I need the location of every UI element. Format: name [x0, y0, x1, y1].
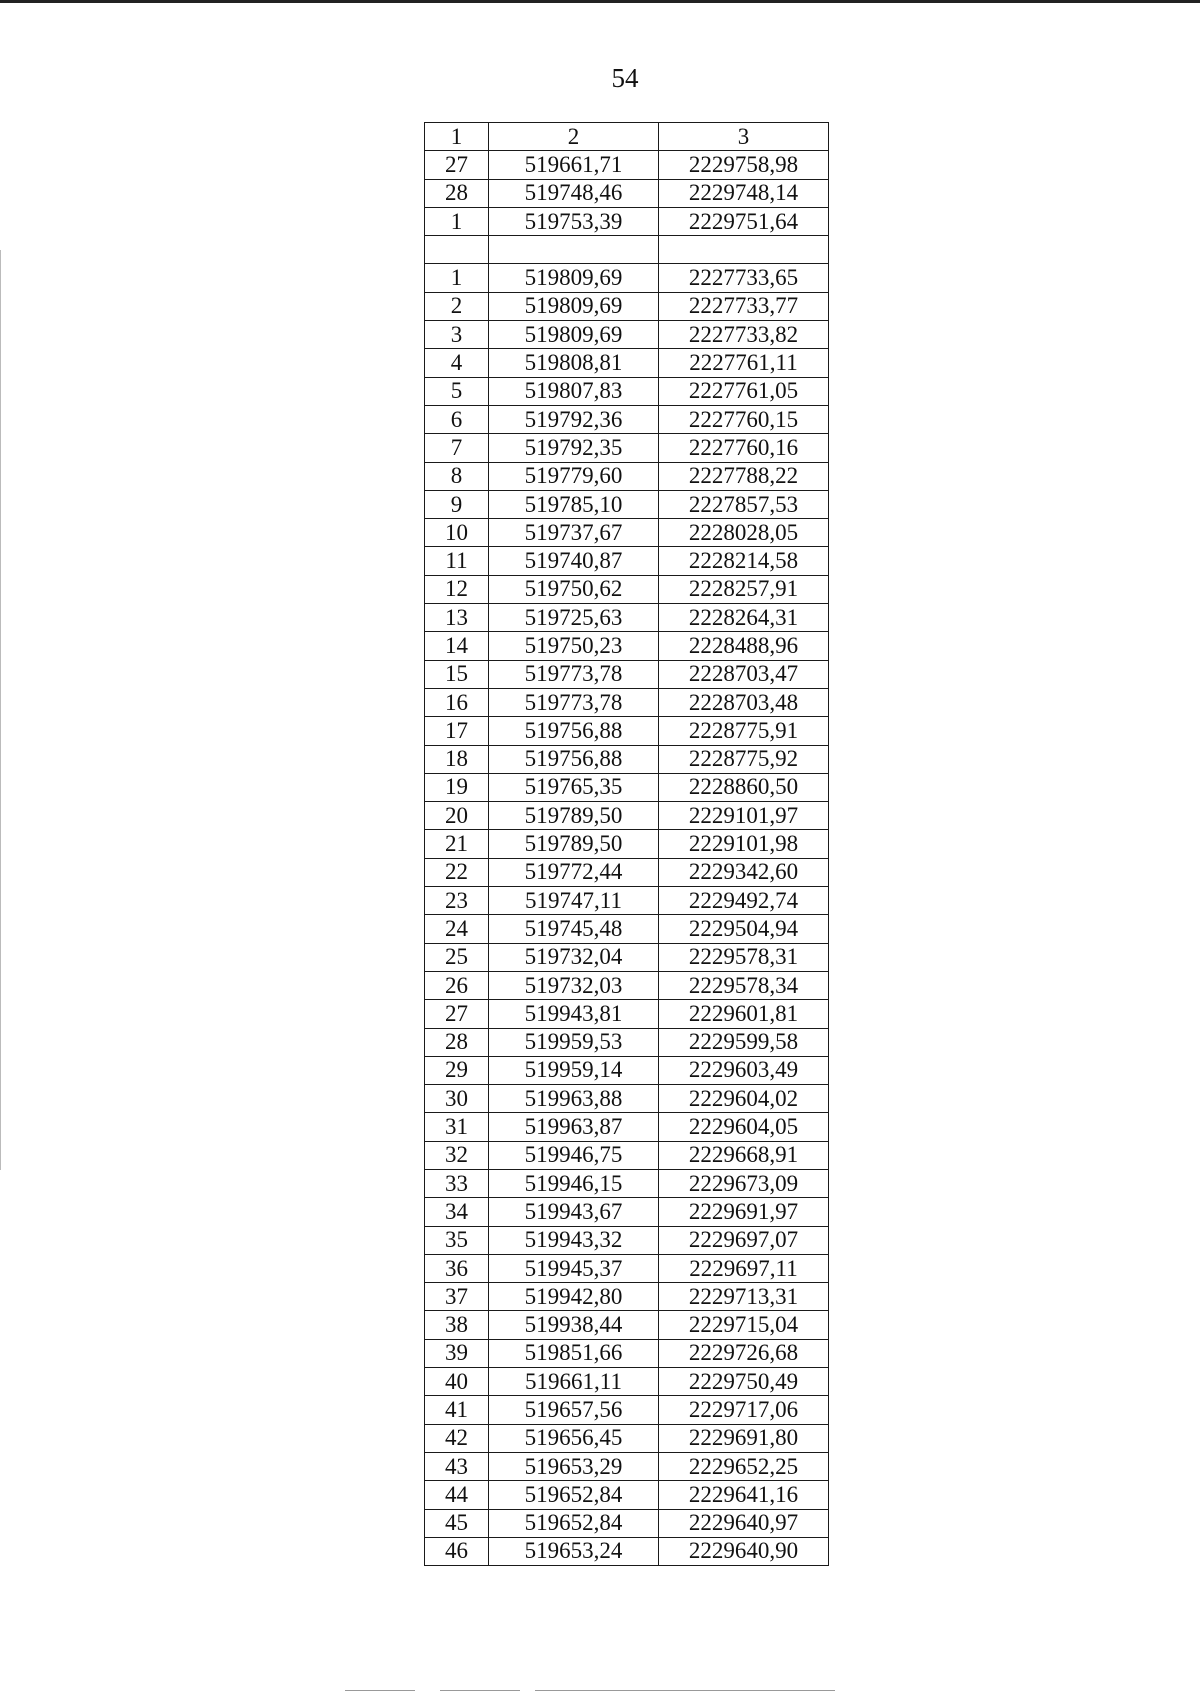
- x-coordinate-cell: 519959,53: [489, 1028, 659, 1056]
- x-coordinate-cell: 519789,50: [489, 830, 659, 858]
- table-row: [425, 802, 829, 830]
- point-number-cell: 36: [425, 1254, 489, 1282]
- x-coordinate-cell: 519809,69: [489, 292, 659, 320]
- x-coordinate-cell: 519737,67: [489, 519, 659, 547]
- table-row: [425, 264, 829, 292]
- point-number-cell: 25: [425, 943, 489, 971]
- x-coordinate-cell: 519748,46: [489, 179, 659, 207]
- point-number-cell: 31: [425, 1113, 489, 1141]
- x-coordinate-cell: 519756,88: [489, 745, 659, 773]
- point-number-cell: 3: [425, 321, 489, 349]
- y-coordinate-cell: 2229640,97: [659, 1509, 829, 1537]
- x-coordinate-cell: 519963,88: [489, 1085, 659, 1113]
- point-number-cell: 21: [425, 830, 489, 858]
- point-number-cell: 42: [425, 1424, 489, 1452]
- point-number-cell: 35: [425, 1226, 489, 1254]
- table-row: [425, 321, 829, 349]
- x-coordinate-cell: 519745,48: [489, 915, 659, 943]
- y-coordinate-cell: 2228860,50: [659, 773, 829, 801]
- y-coordinate-cell: 2228775,91: [659, 717, 829, 745]
- point-number-cell: 5: [425, 377, 489, 405]
- point-number-cell: 14: [425, 632, 489, 660]
- x-coordinate-cell: 519809,69: [489, 264, 659, 292]
- x-coordinate-cell: 519750,62: [489, 575, 659, 603]
- x-coordinate-cell: 519747,11: [489, 887, 659, 915]
- point-number-cell: 44: [425, 1481, 489, 1509]
- y-coordinate-cell: 2229599,58: [659, 1028, 829, 1056]
- y-coordinate-cell: 2227733,65: [659, 264, 829, 292]
- x-coordinate-cell: 519851,66: [489, 1339, 659, 1367]
- y-coordinate-cell: 2227788,22: [659, 462, 829, 490]
- point-number-cell: 37: [425, 1283, 489, 1311]
- table-row: [425, 858, 829, 886]
- y-coordinate-cell: 2229691,80: [659, 1424, 829, 1452]
- point-number-cell: 10: [425, 519, 489, 547]
- table-row: [425, 1141, 829, 1169]
- table-body: [425, 151, 829, 1566]
- header-cell-x: 2: [489, 123, 659, 151]
- point-number-cell: 4: [425, 349, 489, 377]
- x-coordinate-cell: 519661,71: [489, 151, 659, 179]
- table-row: [425, 1368, 829, 1396]
- table-row: [425, 745, 829, 773]
- x-coordinate-cell: [489, 236, 659, 264]
- x-coordinate-cell: 519725,63: [489, 604, 659, 632]
- y-coordinate-cell: 2229726,68: [659, 1339, 829, 1367]
- table-row: [425, 660, 829, 688]
- point-number-cell: 20: [425, 802, 489, 830]
- y-coordinate-cell: 2228214,58: [659, 547, 829, 575]
- x-coordinate-cell: 519789,50: [489, 802, 659, 830]
- table-row: [425, 377, 829, 405]
- x-coordinate-cell: 519750,23: [489, 632, 659, 660]
- point-number-cell: 11: [425, 547, 489, 575]
- scan-bottom-mark: [440, 1690, 520, 1691]
- point-number-cell: 9: [425, 490, 489, 518]
- point-number-cell: 16: [425, 688, 489, 716]
- table-row: [425, 236, 829, 264]
- y-coordinate-cell: 2227760,16: [659, 434, 829, 462]
- x-coordinate-cell: 519785,10: [489, 490, 659, 518]
- y-coordinate-cell: 2229715,04: [659, 1311, 829, 1339]
- y-coordinate-cell: 2228703,48: [659, 688, 829, 716]
- scan-top-edge: [0, 0, 1200, 3]
- table-row: [425, 1481, 829, 1509]
- y-coordinate-cell: 2228028,05: [659, 519, 829, 547]
- x-coordinate-cell: 519653,29: [489, 1452, 659, 1480]
- table-row: [425, 462, 829, 490]
- table-row: [425, 1509, 829, 1537]
- point-number-cell: 7: [425, 434, 489, 462]
- point-number-cell: 34: [425, 1198, 489, 1226]
- table-row: [425, 1056, 829, 1084]
- x-coordinate-cell: 519946,15: [489, 1169, 659, 1197]
- table-header-row: [425, 123, 829, 151]
- point-number-cell: 41: [425, 1396, 489, 1424]
- y-coordinate-cell: 2228775,92: [659, 745, 829, 773]
- y-coordinate-cell: 2229751,64: [659, 207, 829, 235]
- point-number-cell: 22: [425, 858, 489, 886]
- y-coordinate-cell: 2229640,90: [659, 1537, 829, 1565]
- scan-bottom-mark: [345, 1690, 415, 1691]
- table-row: [425, 1113, 829, 1141]
- y-coordinate-cell: 2229641,16: [659, 1481, 829, 1509]
- y-coordinate-cell: 2229603,49: [659, 1056, 829, 1084]
- x-coordinate-cell: 519959,14: [489, 1056, 659, 1084]
- x-coordinate-cell: 519809,69: [489, 321, 659, 349]
- point-number-cell: 29: [425, 1056, 489, 1084]
- x-coordinate-cell: 519779,60: [489, 462, 659, 490]
- x-coordinate-cell: 519653,24: [489, 1537, 659, 1565]
- coordinates-table: [424, 122, 829, 1566]
- point-number-cell: 1: [425, 264, 489, 292]
- y-coordinate-cell: 2228264,31: [659, 604, 829, 632]
- point-number-cell: 26: [425, 971, 489, 999]
- x-coordinate-cell: 519657,56: [489, 1396, 659, 1424]
- y-coordinate-cell: 2229717,06: [659, 1396, 829, 1424]
- y-coordinate-cell: [659, 236, 829, 264]
- table-row: [425, 1000, 829, 1028]
- point-number-cell: 30: [425, 1085, 489, 1113]
- y-coordinate-cell: 2229101,97: [659, 802, 829, 830]
- point-number-cell: 28: [425, 1028, 489, 1056]
- table-row: [425, 434, 829, 462]
- y-coordinate-cell: 2229697,11: [659, 1254, 829, 1282]
- table-row: [425, 1254, 829, 1282]
- y-coordinate-cell: 2229604,05: [659, 1113, 829, 1141]
- y-coordinate-cell: 2229750,49: [659, 1368, 829, 1396]
- point-number-cell: 12: [425, 575, 489, 603]
- scan-left-edge: [0, 250, 1, 1170]
- x-coordinate-cell: 519943,81: [489, 1000, 659, 1028]
- point-number-cell: [425, 236, 489, 264]
- table-row: [425, 1283, 829, 1311]
- point-number-cell: 43: [425, 1452, 489, 1480]
- header-cell-y: 3: [659, 123, 829, 151]
- table-row: [425, 1198, 829, 1226]
- table-row: [425, 773, 829, 801]
- table-row: [425, 292, 829, 320]
- table-row: [425, 971, 829, 999]
- x-coordinate-cell: 519756,88: [489, 717, 659, 745]
- table-row: [425, 688, 829, 716]
- page-number: 54: [611, 63, 639, 93]
- y-coordinate-cell: 2227760,15: [659, 405, 829, 433]
- x-coordinate-cell: 519773,78: [489, 660, 659, 688]
- y-coordinate-cell: 2228257,91: [659, 575, 829, 603]
- y-coordinate-cell: 2229673,09: [659, 1169, 829, 1197]
- point-number-cell: 28: [425, 179, 489, 207]
- y-coordinate-cell: 2229492,74: [659, 887, 829, 915]
- table-row: [425, 207, 829, 235]
- y-coordinate-cell: 2229504,94: [659, 915, 829, 943]
- table-row: [425, 830, 829, 858]
- table-row: [425, 179, 829, 207]
- table-row: [425, 519, 829, 547]
- x-coordinate-cell: 519963,87: [489, 1113, 659, 1141]
- point-number-cell: 24: [425, 915, 489, 943]
- x-coordinate-cell: 519753,39: [489, 207, 659, 235]
- x-coordinate-cell: 519807,83: [489, 377, 659, 405]
- point-number-cell: 17: [425, 717, 489, 745]
- scan-bottom-mark: [535, 1690, 835, 1691]
- table-row: [425, 943, 829, 971]
- point-number-cell: 2: [425, 292, 489, 320]
- table-row: [425, 1226, 829, 1254]
- x-coordinate-cell: 519740,87: [489, 547, 659, 575]
- y-coordinate-cell: 2227761,05: [659, 377, 829, 405]
- y-coordinate-cell: 2227733,77: [659, 292, 829, 320]
- table-row: [425, 349, 829, 377]
- table-row: [425, 405, 829, 433]
- table-row: [425, 1311, 829, 1339]
- x-coordinate-cell: 519946,75: [489, 1141, 659, 1169]
- x-coordinate-cell: 519772,44: [489, 858, 659, 886]
- point-number-cell: 32: [425, 1141, 489, 1169]
- table-row: [425, 1452, 829, 1480]
- y-coordinate-cell: 2229697,07: [659, 1226, 829, 1254]
- table-row: [425, 575, 829, 603]
- y-coordinate-cell: 2229578,34: [659, 971, 829, 999]
- x-coordinate-cell: 519945,37: [489, 1254, 659, 1282]
- table-row: [425, 1537, 829, 1565]
- y-coordinate-cell: 2229668,91: [659, 1141, 829, 1169]
- y-coordinate-cell: 2227857,53: [659, 490, 829, 518]
- point-number-cell: 15: [425, 660, 489, 688]
- y-coordinate-cell: 2229601,81: [659, 1000, 829, 1028]
- x-coordinate-cell: 519808,81: [489, 349, 659, 377]
- x-coordinate-cell: 519765,35: [489, 773, 659, 801]
- x-coordinate-cell: 519656,45: [489, 1424, 659, 1452]
- y-coordinate-cell: 2228488,96: [659, 632, 829, 660]
- y-coordinate-cell: 2229713,31: [659, 1283, 829, 1311]
- table-row: [425, 887, 829, 915]
- point-number-cell: 27: [425, 151, 489, 179]
- point-number-cell: 38: [425, 1311, 489, 1339]
- point-number-cell: 27: [425, 1000, 489, 1028]
- table-row: [425, 1339, 829, 1367]
- point-number-cell: 39: [425, 1339, 489, 1367]
- point-number-cell: 45: [425, 1509, 489, 1537]
- table-row: [425, 1028, 829, 1056]
- y-coordinate-cell: 2229578,31: [659, 943, 829, 971]
- table-row: [425, 604, 829, 632]
- x-coordinate-cell: 519773,78: [489, 688, 659, 716]
- point-number-cell: 19: [425, 773, 489, 801]
- table-row: [425, 547, 829, 575]
- y-coordinate-cell: 2227761,11: [659, 349, 829, 377]
- point-number-cell: 6: [425, 405, 489, 433]
- point-number-cell: 13: [425, 604, 489, 632]
- y-coordinate-cell: 2229101,98: [659, 830, 829, 858]
- x-coordinate-cell: 519652,84: [489, 1481, 659, 1509]
- x-coordinate-cell: 519943,32: [489, 1226, 659, 1254]
- point-number-cell: 18: [425, 745, 489, 773]
- point-number-cell: 23: [425, 887, 489, 915]
- point-number-cell: 8: [425, 462, 489, 490]
- y-coordinate-cell: 2229691,97: [659, 1198, 829, 1226]
- table-row: [425, 632, 829, 660]
- x-coordinate-cell: 519943,67: [489, 1198, 659, 1226]
- y-coordinate-cell: 2229342,60: [659, 858, 829, 886]
- x-coordinate-cell: 519792,35: [489, 434, 659, 462]
- table-row: [425, 1085, 829, 1113]
- y-coordinate-cell: 2229758,98: [659, 151, 829, 179]
- y-coordinate-cell: 2229652,25: [659, 1452, 829, 1480]
- x-coordinate-cell: 519732,04: [489, 943, 659, 971]
- point-number-cell: 46: [425, 1537, 489, 1565]
- y-coordinate-cell: 2229748,14: [659, 179, 829, 207]
- x-coordinate-cell: 519652,84: [489, 1509, 659, 1537]
- table-row: [425, 1169, 829, 1197]
- table-row: [425, 717, 829, 745]
- point-number-cell: 40: [425, 1368, 489, 1396]
- y-coordinate-cell: 2228703,47: [659, 660, 829, 688]
- table-row: [425, 1424, 829, 1452]
- x-coordinate-cell: 519792,36: [489, 405, 659, 433]
- point-number-cell: 33: [425, 1169, 489, 1197]
- table-row: [425, 490, 829, 518]
- y-coordinate-cell: 2229604,02: [659, 1085, 829, 1113]
- x-coordinate-cell: 519661,11: [489, 1368, 659, 1396]
- table-row: [425, 915, 829, 943]
- table-row: [425, 1396, 829, 1424]
- x-coordinate-cell: 519942,80: [489, 1283, 659, 1311]
- table-row: [425, 151, 829, 179]
- y-coordinate-cell: 2227733,82: [659, 321, 829, 349]
- point-number-cell: 1: [425, 207, 489, 235]
- header-cell-point: 1: [425, 123, 489, 151]
- x-coordinate-cell: 519732,03: [489, 971, 659, 999]
- x-coordinate-cell: 519938,44: [489, 1311, 659, 1339]
